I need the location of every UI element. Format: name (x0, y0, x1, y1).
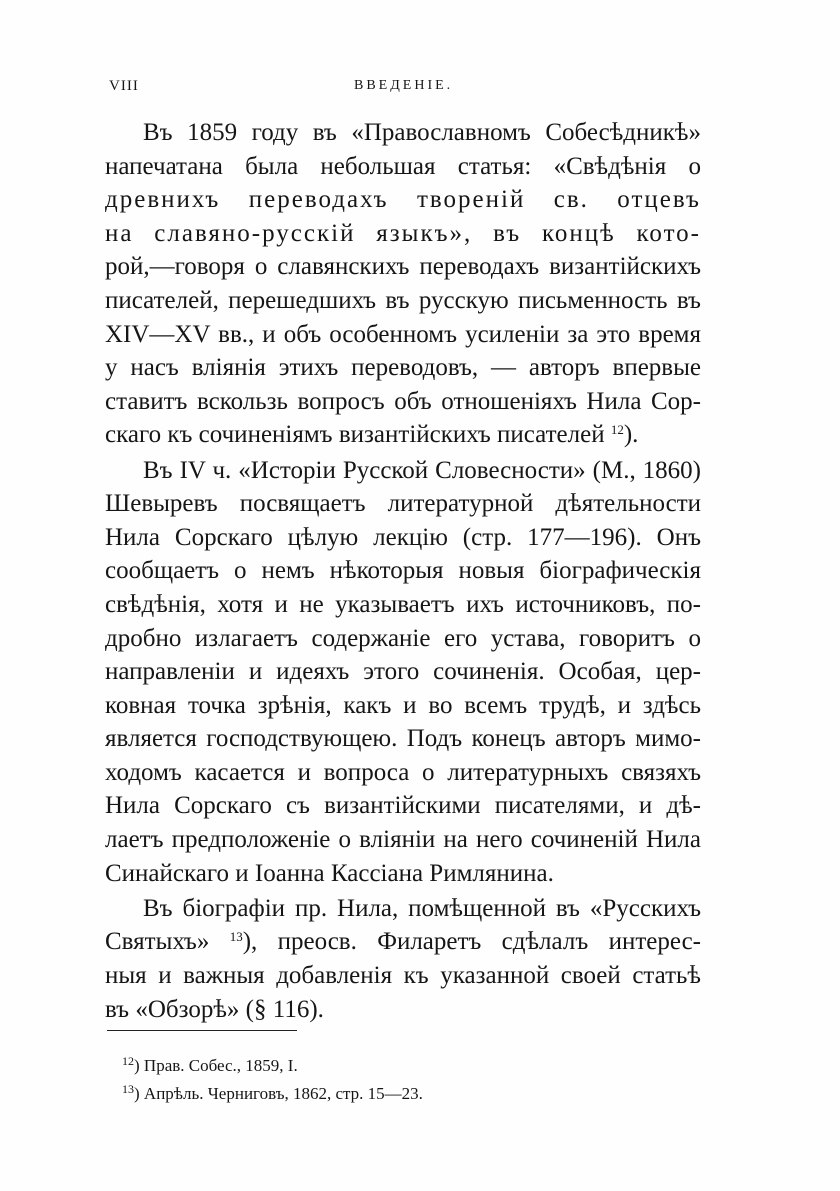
running-title: ВВЕДЕНІЕ. (354, 78, 454, 93)
text-line: Синайскаго и Іоанна Кассіана Римлянина. (105, 859, 554, 887)
footnote-12 (122, 1052, 682, 1080)
text-line: ковная точка зрѣнія, какъ и во всемъ трудѣ, и здѣсь (105, 691, 701, 719)
text-line: лаетъ предположеніе о вліяніи на него сочиненій Нила (105, 826, 701, 854)
paragraph-1 (105, 116, 701, 452)
text-line: Въ 1859 году въ «Православномъ Собесѣдникѣ» (143, 119, 701, 146)
text-line: сообщаетъ о немъ нѣкоторыя новыя біографическія (105, 557, 701, 585)
text-line: напечатана была небольшая статья: «Свѣдѣнія о (105, 152, 701, 180)
page-number: VIII (109, 78, 139, 94)
paragraph-2 (105, 454, 701, 891)
footnote-reference: 13 (229, 929, 243, 945)
text-line: XIV—XV вв., и объ особенномъ усиленіи за это время (105, 320, 701, 348)
body-text (105, 116, 701, 1028)
text-line: Шевыревъ посвящаетъ литературной дѣятельности (105, 490, 701, 518)
text-line: ходомъ касается и вопроса о литературныхъ связяхъ (105, 758, 701, 786)
text-line: у насъ вліянія этихъ переводовъ, — авторъ впервые (105, 354, 701, 382)
text-line: писателей, перешедшихъ въ русскую письменность въ (105, 286, 701, 314)
footnote-mark: 13 (122, 1082, 134, 1096)
text-line (105, 418, 701, 452)
footnote-separator (107, 1030, 297, 1031)
text-line: Нила Сорскаго съ византійскими писателями, и дѣ- (105, 792, 701, 820)
text-line: Нила Сорскаго цѣлую лекцію (стр. 177—196). Онъ (105, 523, 701, 551)
text-segment: Святыхъ» (105, 928, 210, 956)
paragraph-3 (105, 892, 701, 1026)
text-line: ставитъ вскользь вопросъ объ отношеніяхъ Нила Сор- (105, 387, 701, 415)
footnote-reference: 12 (610, 422, 624, 438)
text-line: рой,—говоря о славянскихъ переводахъ византійскихъ (105, 253, 701, 281)
text-line: свѣдѣнія, хотя и не указываетъ ихъ источниковъ, по- (105, 590, 701, 618)
text-line: дробно излагаетъ содержаніе его устава, говоритъ о (105, 624, 701, 652)
footnotes (122, 1052, 682, 1108)
footnote-13 (122, 1080, 682, 1108)
page-header (109, 78, 709, 100)
text-line (105, 925, 701, 959)
text-line: древнихъ переводахъ твореній св. отцевъ (105, 186, 701, 214)
footnote-mark: 12 (122, 1054, 134, 1068)
text-segment: скаго къ сочиненіямъ византійскихъ писателей (105, 421, 605, 449)
text-line: на славяно-русскій языкъ», въ концѣ кото- (105, 219, 701, 247)
text-segment: ), преосв. Филаретъ сдѣлалъ интерес- (242, 928, 701, 956)
text-line: является господствующею. Подъ конецъ авторъ мимо- (105, 725, 701, 753)
text-segment: ). (623, 421, 639, 449)
text-line: Въ IV ч. «Исторіи Русской Словесности» (М., 1860) (143, 456, 701, 484)
text-line: направленіи и идеяхъ этого сочиненія. Особая, цер- (105, 658, 701, 686)
text-line: ныя и важныя добавленія къ указанной своей статьѣ (105, 962, 701, 990)
footnote-text: ) Апрѣль. Черниговъ, 1862, стр. 15—23. (134, 1084, 423, 1103)
text-line: въ «Обзорѣ» (§ 116). (105, 995, 324, 1023)
text-line: Въ біографіи пр. Нила, помѣщенной въ «Русскихъ (143, 894, 701, 922)
footnote-text: ) Прав. Собес., 1859, I. (134, 1056, 298, 1075)
